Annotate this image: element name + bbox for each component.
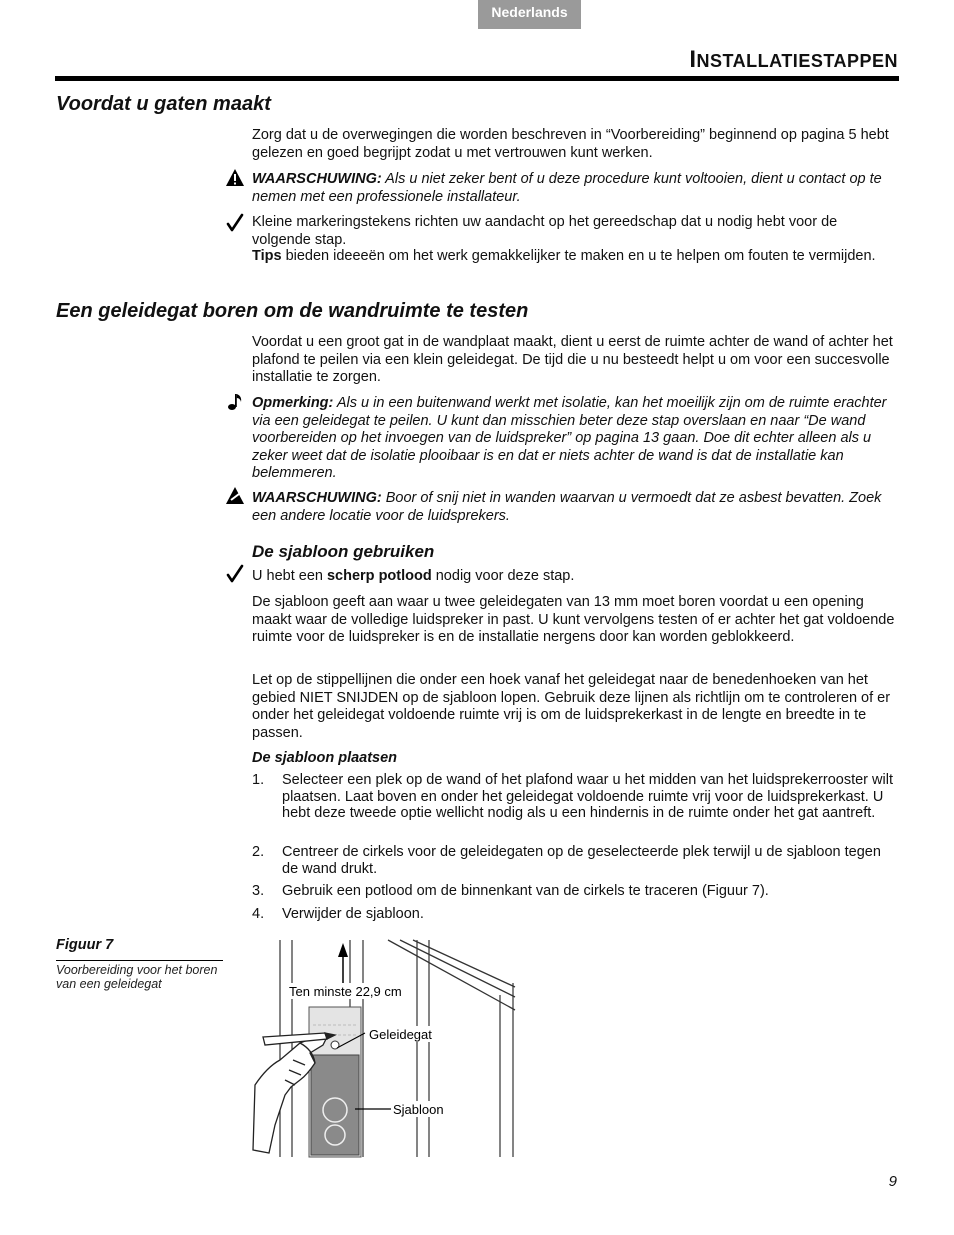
subsection-heading-template: De sjabloon gebruiken — [252, 542, 435, 561]
checkmark-icon — [225, 213, 245, 233]
template-sheet — [309, 1007, 361, 1157]
tips-text: bieden ideeeën om het werk gemakkelijker te maken en u te helpen om fouten te vermijden. — [281, 248, 876, 264]
ceiling-joist — [388, 940, 515, 1010]
callout-min-distance: Ten minste 22,9 cm — [289, 984, 402, 999]
placing-heading: De sjabloon plaatsen — [252, 750, 398, 766]
check-pre: U hebt een — [252, 568, 327, 584]
step-text: Centreer de cirkels voor de geleidegaten op de geselecteerde plek terwijl u de sjabloon tegen de wand drukt. — [282, 844, 881, 877]
step-number: 1. — [252, 772, 265, 788]
step-number: 3. — [252, 883, 265, 899]
section1-check: Kleine markeringstekens richten uw aandacht op het gereedschap dat u nodig hebt voor de volgende stap. — [252, 214, 838, 248]
section1-tips — [252, 248, 897, 266]
figure-rule — [56, 960, 223, 961]
warning-text: Als u niet zeker bent of u deze procedure kunt voltooien, dient u contact op te nemen met een professionele installateur. — [252, 171, 882, 205]
figure-illustration — [245, 935, 535, 1160]
step-text: Selecteer een plek op de wand of het plafond waar u het midden van het luidsprekerrooster wilt plaatsen. Laat boven en onder het geleidegat voldoende ruimte vrij voor de luidsprekerkast. U hebt deze tweede optie wellicht nodig als u een hindernis in de ruimte onder het gat aantreft. — [282, 772, 893, 821]
checkmark-icon — [225, 564, 245, 584]
step-text: Gebruik een potlood om de binnenkant van de cirkels te traceren (Figuur 7). — [282, 883, 769, 899]
step-number: 2. — [252, 844, 265, 860]
section1-intro: Zorg dat u de overwegingen die worden beschreven in “Voorbereiding” beginnend op pagina 5 hebt gelezen en goed begrijpt zodat u met vertrouwen kunt werken. — [252, 127, 889, 161]
check-bold: scherp potlood — [326, 568, 432, 584]
music-note-icon — [225, 392, 245, 412]
warning-label: WAARSCHUWING: — [252, 171, 382, 187]
warning-label-2: WAARSCHUWING: — [252, 490, 382, 506]
tips-label: Tips — [252, 248, 282, 264]
template-para1: De sjabloon geeft aan waar u twee geleidegaten van 13 mm moet boren voordat u een opening maakt waar de volledige luidspreker in past. U kunt vervolgens testen of er achter het gat voldoende ruimte voor de luidspreker is en de installatie nergens door kan worden geblokkeerd. — [252, 594, 895, 645]
note-label: Opmerking: — [252, 395, 334, 411]
page-title — [689, 46, 898, 74]
title-rule — [55, 76, 899, 81]
callout-pilot-hole: Geleidegat — [369, 1027, 432, 1042]
figure-label: Figuur 7 — [56, 937, 114, 953]
section2-intro: Voordat u een groot gat in de wandplaat maakt, dient u eerst de ruimte achter de wand of achter het plafond te peilen via een klein geleidegat. De tijd die u nu besteedt helpt u om voor een succesvolle installatie te zorgen. — [252, 334, 893, 385]
template-check — [252, 568, 897, 586]
caution-icon — [225, 486, 245, 506]
section1-warning — [252, 171, 897, 206]
callout-template: Sjabloon — [393, 1102, 444, 1117]
page-title-rest: NSTALLATIESTAPPEN — [696, 51, 898, 71]
template-para2: Let op de stippellijnen die onder een hoek vanaf het geleidegat naar de benedenhoeken van het gebied NIET SNIJDEN op de sjabloon lopen. Gebruik deze lijnen als richtlijn om te controleren of er onder het geleidegat voldoende ruimte vrij is om de luidsprekerkast in de lengte en breedte in te passen. — [252, 672, 891, 741]
language-tab: Nederlands — [478, 0, 581, 29]
page-title-initial: I — [689, 46, 697, 73]
section-heading-before-holes: Voordat u gaten maakt — [56, 93, 271, 115]
page-number: 9 — [888, 1173, 897, 1190]
warning-text-2: Boor of snij niet in wanden waarvan u vermoedt dat ze asbest bevatten. Zoek een andere locatie voor de luidsprekers. — [252, 490, 882, 524]
figure-caption: Voorbereiding voor het boren van een geleidegat — [56, 963, 218, 991]
note-text: Als u in een buitenwand werkt met isolatie, kan het moeilijk zijn om de ruimte erachter via een geleidegat te peilen. U kunt dan misschien beter deze stap overslaan en naar “De wand voorbereiden op het invoegen van de luidspreker” op pagina 13 gaan. Doe dit echter alleen als u zeker weet dat de isolatie plooibaar is en dat er niets achter de wand is dat de installatie kan belemmeren. — [252, 395, 887, 481]
section2-warning — [252, 490, 897, 525]
section-heading-pilot-hole: Een geleidegat boren om de wandruimte te testen — [56, 300, 529, 322]
step-number: 4. — [252, 906, 265, 922]
section2-note — [252, 395, 897, 483]
step-text: Verwijder de sjabloon. — [282, 906, 424, 922]
warning-icon — [225, 168, 245, 188]
check-post: nodig voor deze stap. — [431, 568, 575, 584]
